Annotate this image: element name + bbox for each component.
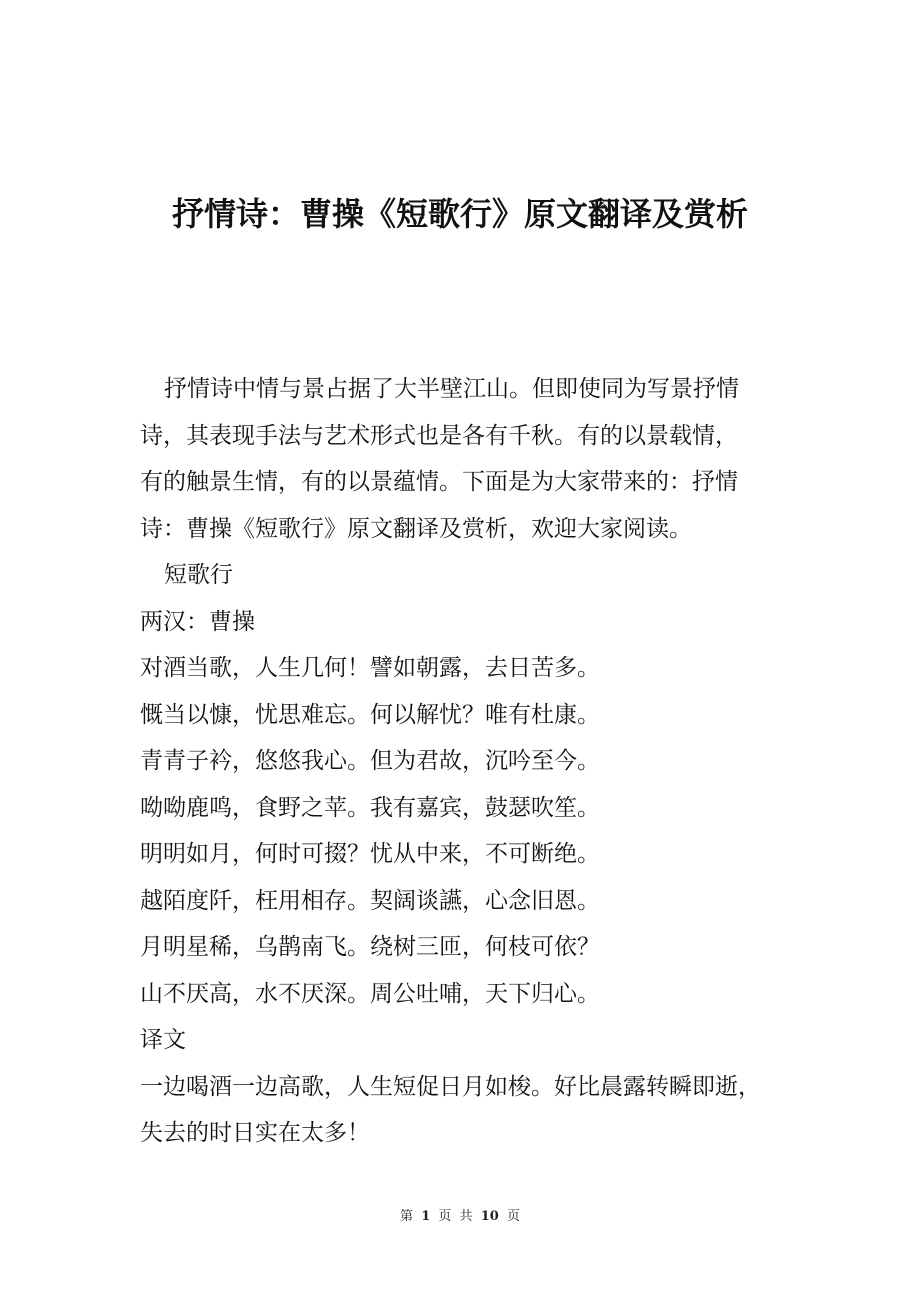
document-body [140, 366, 788, 1157]
poem-line: 慨当以慷，忧思难忘。何以解忧？唯有杜康。 [140, 701, 600, 728]
intro-line: 诗：曹操《短歌行》原文翻译及赏析，欢迎大家阅读。 [140, 515, 692, 542]
translation-heading: 译文 [140, 1027, 186, 1053]
translation-line: 一边喝酒一边高歌，人生短促日月如梭。好比晨露转瞬即逝， [140, 1073, 761, 1100]
intro-line: 抒情诗中情与景占据了大半壁江山。但即使同为写景抒情 [164, 376, 739, 402]
footer-total-pages: 10 [480, 1209, 499, 1224]
poem-line: 月明星稀，乌鹊南飞。绕树三匝，何枝可依？ [140, 934, 600, 960]
poem-line: 呦呦鹿鸣，食野之苹。我有嘉宾，鼓瑟吹笙。 [140, 794, 600, 821]
poem-line: 山不厌高，水不厌深。周公吐哺，天下归心。 [140, 980, 600, 1007]
footer-prefix: 第 [400, 1209, 414, 1224]
poem-line: 青青子衿，悠悠我心。但为君故，沉吟至今。 [140, 748, 600, 774]
intro-line: 诗，其表现手法与艺术形式也是各有千秋。有的以景载情， [140, 422, 738, 449]
page-footer [0, 1208, 920, 1226]
poem-line: 对酒当歌，人生几何！譬如朝露，去日苦多。 [140, 655, 600, 681]
intro-line: 有的触景生情，有的以景蕴情。下面是为大家带来的：抒情 [140, 469, 738, 495]
footer-current-page: 1 [421, 1209, 431, 1224]
footer-total-word: 共 [459, 1209, 473, 1224]
translation-line: 失去的时日实在太多！ [140, 1120, 370, 1146]
poem-line: 越陌度阡，枉用相存。契阔谈讌，心念旧恩。 [140, 887, 600, 914]
footer-suffix: 页 [506, 1209, 520, 1224]
poem-title: 短歌行 [164, 562, 233, 588]
footer-page-word: 页 [438, 1209, 452, 1224]
poem-author: 两汉：曹操 [140, 608, 255, 635]
document-title: 抒情诗：曹操《短歌行》原文翻译及赏析 [171, 195, 748, 233]
poem-line: 明明如月，何时可掇？忧从中来，不可断绝。 [140, 841, 600, 867]
